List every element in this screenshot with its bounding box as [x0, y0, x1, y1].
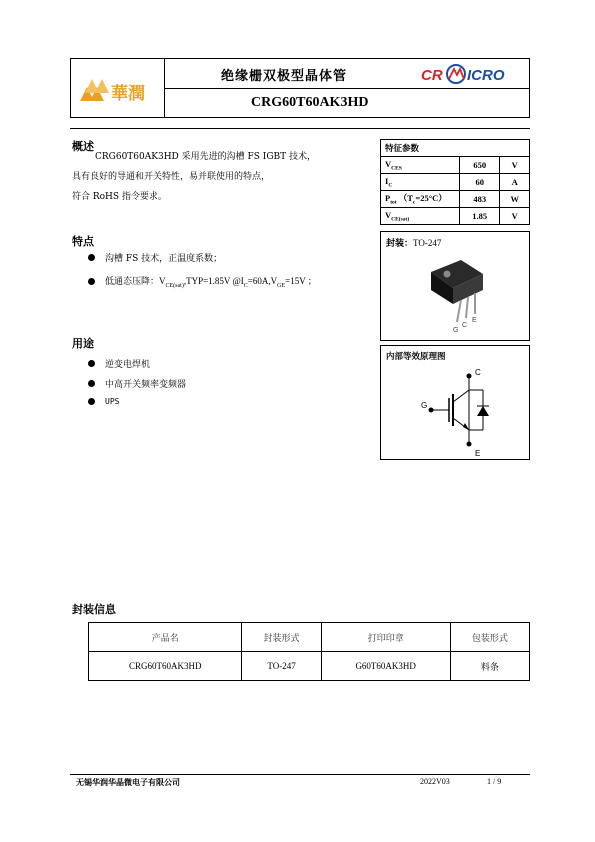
spec-row: $P_{tot}$ $(T_c=25^\circ C)$ 483 W: [381, 191, 530, 208]
bullet-icon: [88, 380, 95, 387]
footer-version: 2022V03: [420, 777, 450, 786]
application-item-2: 中高开关频率变频器: [88, 377, 186, 390]
bullet-icon: [88, 254, 95, 261]
bullet-icon: [88, 360, 95, 367]
feature-item-2: 低通态压降：$V_{CE(sat)},TYP=1.85V$ $@I_C=60A,V_{GE}=15V$ ；: [88, 274, 317, 289]
pin-g-label: G: [421, 401, 428, 410]
crmicro-logo: [421, 63, 521, 85]
package-label: 封装：: [386, 239, 414, 249]
company-logo-text: 華潤: [111, 84, 145, 104]
header-box: [70, 58, 530, 118]
package-info-table: [88, 622, 530, 681]
igbt-symbol-icon: [411, 364, 521, 459]
application-item-3: UPS: [88, 397, 119, 406]
document-title: 绝缘栅双极型晶体管: [221, 69, 348, 84]
model-number: CRG60T60AK3HD: [251, 95, 369, 110]
pin-label-c: C: [462, 322, 468, 329]
pin-label-g: G: [453, 327, 459, 334]
package-box: [380, 231, 530, 341]
feature-item-1: 沟槽 FS 技术，正温度系数；: [88, 251, 222, 264]
overview-line-2: 具有良好的导通和开关特性，易并联使用的特点，: [72, 172, 271, 182]
spec-row: $I_C$ 60 A: [381, 174, 530, 191]
footer-company: 无锡华润华晶微电子有限公司: [76, 778, 180, 787]
features-heading: 特点: [72, 235, 94, 248]
company-logo-icon: [71, 59, 163, 117]
footer-page: 1 / 9: [487, 777, 502, 786]
pin-e-label: E: [475, 449, 481, 458]
spec-table: [380, 139, 530, 225]
package-type: TO-247: [413, 238, 442, 248]
circuit-box: [380, 345, 530, 460]
bullet-icon: [88, 278, 95, 285]
overview-line-3: 符合 RoHS 指令要求。: [72, 192, 167, 202]
bullet-icon: [88, 398, 95, 405]
spec-row: $V_{CES}$ 650 V: [381, 157, 530, 174]
pin-c-label: C: [475, 368, 481, 377]
applications-heading: 用途: [72, 337, 94, 350]
table-header-row: 产品名 封装形式 打印印章 包装形式: [89, 623, 530, 652]
svg-text:ICRO: ICRO: [467, 67, 505, 84]
spec-heading: 特征参数: [381, 140, 530, 157]
to247-package-icon: [421, 252, 501, 337]
application-item-1: 逆变电焊机: [88, 357, 150, 370]
table-row: CRG60T60AK3HD TO-247 G60T60AK3HD 料条: [89, 652, 530, 681]
company-logo: [71, 59, 165, 117]
svg-text:CR: CR: [421, 67, 443, 84]
package-info-heading: 封装信息: [72, 603, 116, 616]
overview-heading: 概述: [72, 140, 94, 153]
pin-label-e: E: [472, 317, 477, 324]
circuit-heading: 内部等效原理图: [386, 352, 446, 362]
spec-row: $V_{CE(sat)}$ 1.85 V: [381, 208, 530, 225]
overview-line-1: CRG60T60AK3HD 采用先进的沟槽 FS IGBT 技术，: [95, 152, 316, 162]
